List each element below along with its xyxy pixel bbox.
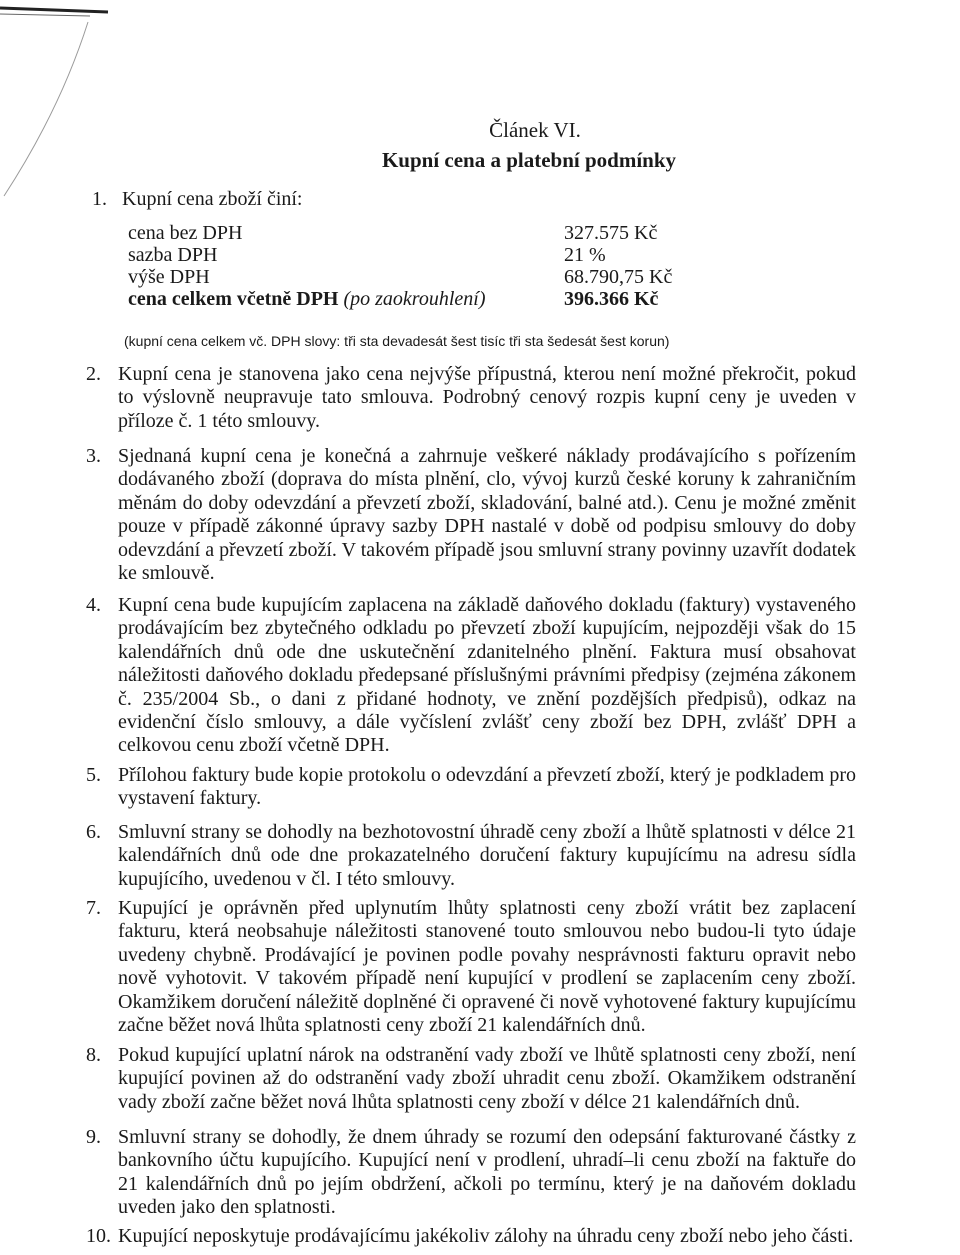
total-label: cena celkem včetně DPH <box>128 288 339 310</box>
price-label: sazba DPH <box>128 244 218 266</box>
paragraph-text: Smluvní strany se dohodly na bezhotovostní úhradě ceny zboží a lhůtě splatnosti v délce 21 kalendářních dnů ode dne prokazatelného doručení faktury kupujícímu na adresu sídla kupujícího, uvedenou v čl. I této smlouvy. <box>118 821 856 890</box>
total-value: 396.366 Kč <box>564 288 659 310</box>
paragraph-number: 6. <box>86 821 101 843</box>
paragraph-number: 10. <box>86 1225 111 1247</box>
paragraph-text: Smluvní strany se dohodly, že dnem úhrady se rozumí den odepsání fakturované částky z bankovního účtu kupujícího. Kupující není v prodlení, uhradí–li cenu zboží na faktuře do 21 kalendářních dnů po jejím obdržení, ačkoli po termínu, který je na daňovém dokladu uveden jako den splatnosti. <box>118 1126 856 1219</box>
price-table <box>128 222 688 310</box>
price-value: 21 % <box>564 244 606 266</box>
paragraph-number: 5. <box>86 764 101 786</box>
price-value: 68.790,75 Kč <box>564 266 673 288</box>
paragraph-text: Přílohou faktury bude kopie protokolu o odevzdání a převzetí zboží, který je podkladem pro vystavení faktury. <box>118 764 856 810</box>
price-row <box>128 244 688 266</box>
price-row <box>128 266 688 288</box>
item-text: Kupní cena zboží činí: <box>122 188 303 210</box>
paragraph-number: 2. <box>86 363 101 385</box>
total-note: (po zaokrouhlení) <box>343 288 486 310</box>
paragraph-number: 3. <box>86 445 101 467</box>
article-number: Článek VI. <box>489 118 581 142</box>
price-row <box>128 222 688 244</box>
paragraph-text: Kupující je oprávněn před uplynutím lhůty splatnosti ceny zboží vrátit bez zaplacení fakturu, která neobsahuje náležitosti stanovené touto smlouvou nebo budou-li tyto údaje uvedeny chybně. Prodávající je povinen podle povahy nesprávnosti fakturu opravit nebo nově vyhotovit. V takovém případě není kupující v prodlení se zaplacením ceny zboží. Okamžikem doručení náležitě doplněné či opravené či nově vyhotovené faktury kupujícímu začne běžet nová lhůta splatnosti ceny zboží 21 kalendářních dnů. <box>118 897 856 1037</box>
price-value: 327.575 Kč <box>564 222 658 244</box>
paragraph-number: 7. <box>86 897 101 919</box>
paragraph-number: 9. <box>86 1126 101 1148</box>
paragraph-text: Sjednaná kupní cena je konečná a zahrnuje veškeré náklady prodávajícího s pořízením dodávaného zboží (doprava do místa plnění, clo, vývoj kurzů české koruny k zahraničním měnám do doby odevzdání a převzetí zboží, skladování, balné atd.). Cenu je možné změnit pouze v případě zákonné úpravy sazby DPH nastalé v době od podpisu smlouvy do doby odevzdání a převzetí zboží. V takovém případě jsou smluvní strany povinny uzavřít dodatek ke smlouvě. <box>118 445 856 585</box>
paragraph-number: 4. <box>86 594 101 616</box>
price-label: výše DPH <box>128 266 210 288</box>
total-label-group <box>128 288 486 310</box>
price-in-words-note: (kupní cena celkem vč. DPH slovy: tři sta devadesát šest tisíc tři sta šedesát šest korun) <box>124 333 670 349</box>
paragraph-text: Pokud kupující uplatní nárok na odstranění vady zboží ve lhůtě splatnosti ceny zboží, není kupující povinen až do odstranění vady zboží uhradit cenu zboží. Okamžikem odstranění vady zboží začne běžet nová lhůta splatnosti ceny zboží v délce 21 kalendářních dnů. <box>118 1044 856 1113</box>
paragraph-number: 8. <box>86 1044 101 1066</box>
corner-scan-mark <box>0 0 140 230</box>
item-number: 1. <box>92 188 107 210</box>
article-title: Kupní cena a platební podmínky <box>381 148 677 172</box>
price-row-total <box>128 288 688 310</box>
paragraph-text: Kupující neposkytuje prodávajícímu jakékoliv zálohy na úhradu ceny zboží nebo jeho části. <box>118 1225 854 1247</box>
paragraph-text: Kupní cena je stanovena jako cena nejvýše přípustná, kterou není možné překročit, pokud to výslovně neupravuje tato smlouva. Podrobný cenový rozpis kupní ceny je uveden v příloze č. 1 této smlouvy. <box>118 363 856 432</box>
price-label: cena bez DPH <box>128 222 243 244</box>
paragraph-text: Kupní cena bude kupujícím zaplacena na základě daňového dokladu (faktury) vystaveného prodávajícím bez zbytečného odkladu po převzetí zboží kupujícím, nejpozději však do 15 kalendářních dnů ode dne uskutečnění zdanitelného plnění. Faktura musí obsahovat náležitosti daňového dokladu předepsané příslušnými právními předpisy (zejména zákonem č. 235/2004 Sb., o dani z přidané hodnoty, ve znění pozdějších předpisů), odkaz na evidenční číslo smlouvy, a dále vyčíslení zvlášť ceny zboží bez DPH, zvlášť DPH a celkovou cenu zboží včetně DPH. <box>118 594 856 757</box>
